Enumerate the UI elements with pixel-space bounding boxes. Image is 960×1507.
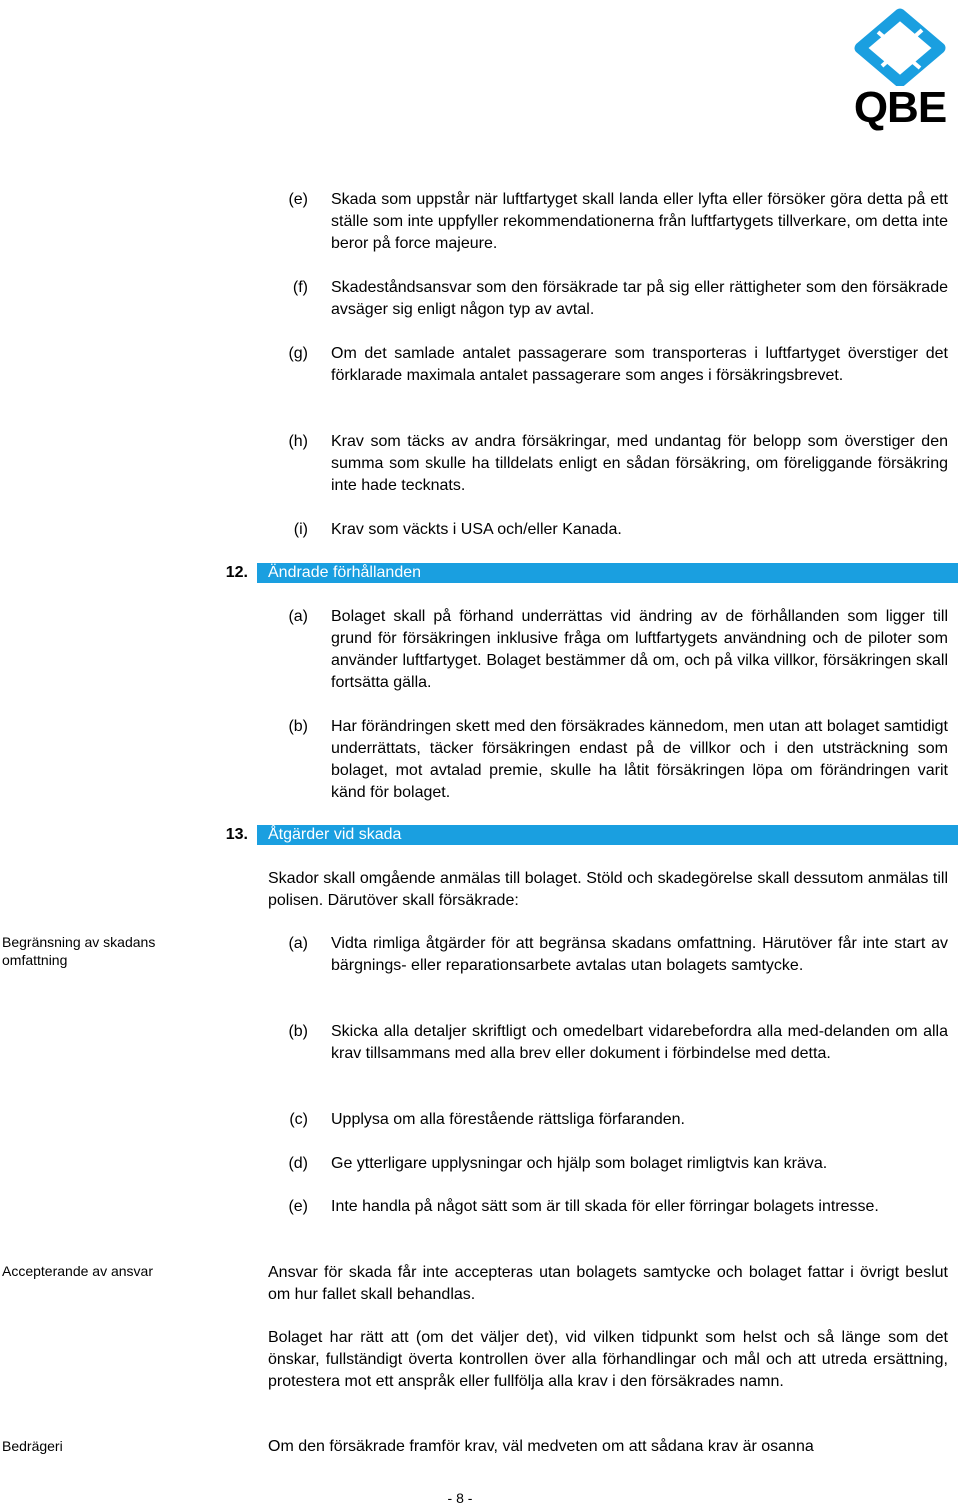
item-text: Skadeståndsansvar som den försäkrade tar på sig eller rättigheter som den försäkrade avsäger sig enligt någon typ av avtal. [331, 279, 948, 318]
item-text: Skicka alla detaljer skriftligt och omedelbart vidarebefordra alla med-delanden om alla krav tillsammans med alla brev eller dokument i förbindelse med detta. [331, 1023, 948, 1062]
section-number: 12. [225, 564, 248, 581]
item-label: (a) [288, 935, 308, 952]
margin-label-fraud: Bedrägeri [2, 1438, 63, 1454]
item-label: (e) [288, 1198, 308, 1215]
section-title: Ändrade förhållanden [257, 563, 958, 583]
item-text: Skada som uppstår när luftfartyget skall landa eller lyfta eller försöker göra detta på ett ställe som inte uppfyller rekommendationerna från luftfartygets tillverkare, om detta inte beror på force majeure. [331, 191, 948, 252]
section-number: 13. [225, 826, 248, 843]
section-header-12 [212, 562, 958, 584]
item-text: Krav som väckts i USA och/eller Kanada. [331, 521, 622, 538]
item-text: Har förändringen skett med den försäkrades kännedom, men utan att bolaget samtidigt underrättats, täcker försäkringen endast på de villkor och i den utsträckning som bolaget, mot avtalad premie, skulle ha låtit försäkringen löpa om förändringen varit känd för bolaget. [331, 718, 948, 801]
item-label: (b) [288, 718, 308, 735]
logo-wordmark: QBE [853, 83, 947, 132]
section-intro: Skador skall omgående anmälas till bolaget. Stöld och skadegörelse skall dessutom anmälas till polisen. Därutöver skall försäkrade: [268, 870, 948, 909]
item-text: Bolaget skall på förhand underrättas vid ändring av de förhållanden som ligger till grund för försäkringen inklusive fråga om luftfartygets användning och de piloter som använder luftfartyget. Bolaget bestämmer då om, och på vilka villkor, försäkringen skall fortsätta gälla. [331, 608, 948, 691]
item-label: (f) [292, 279, 308, 296]
item-text: Krav som täcks av andra försäkringar, med undantag för belopp som överstiger den summa som skulle ha tilldelats enligt en sådan försäkring, om föreliggande försäkring inte hade tecknats. [331, 433, 948, 494]
item-label: (i) [293, 521, 308, 538]
page-number: - 8 - [447, 1490, 473, 1506]
fraud-paragraph: Om den försäkrade framför krav, väl medveten om att sådana krav är osanna [268, 1438, 814, 1455]
item-text: Inte handla på något sätt som är till skada för eller förringar bolagets intresse. [331, 1198, 879, 1215]
item-label: (d) [288, 1155, 308, 1172]
section-header-13 [212, 824, 958, 846]
item-label: (b) [288, 1023, 308, 1040]
item-text: Upplysa om alla förestående rättsliga förfaranden. [331, 1111, 685, 1128]
item-label: (h) [288, 433, 308, 450]
item-label: (e) [288, 191, 308, 208]
item-label: (g) [288, 345, 308, 362]
section-title: Åtgärder vid skada [257, 825, 958, 845]
qbe-logo [848, 6, 952, 130]
item-label: (a) [288, 608, 308, 625]
acceptance-paragraph-1: Ansvar för skada får inte accepteras utan bolagets samtycke och bolaget fattar i övrigt beslut om hur fallet skall behandlas. [268, 1264, 948, 1303]
qbe-logo-mark-icon [848, 6, 952, 86]
item-text: Om det samlade antalet passagerare som transporteras i luftfartyget överstiger det förklarade maximala antalet passagerare som anges i försäkringsbrevet. [331, 345, 948, 384]
acceptance-paragraph-2: Bolaget har rätt att (om det väljer det), vid vilken tidpunkt som helst och så länge som det önskar, fullständigt överta kontrollen över alla förhandlingar och mål och att utreda ersättning, protestera mot ett anspråk eller fullfölja alla krav i den försäkrades namn. [268, 1329, 948, 1390]
margin-label-limitation: Begränsning av skadans omfattning [2, 934, 156, 968]
item-label: (c) [289, 1111, 308, 1128]
item-text: Vidta rimliga åtgärder för att begränsa skadans omfattning. Härutöver får inte start av bärgnings- eller reparationsarbete avtalas utan bolagets samtycke. [331, 935, 948, 974]
item-text: Ge ytterligare upplysningar och hjälp som bolaget rimligtvis kan kräva. [331, 1155, 828, 1172]
margin-label-acceptance: Accepterande av ansvar [2, 1263, 153, 1279]
